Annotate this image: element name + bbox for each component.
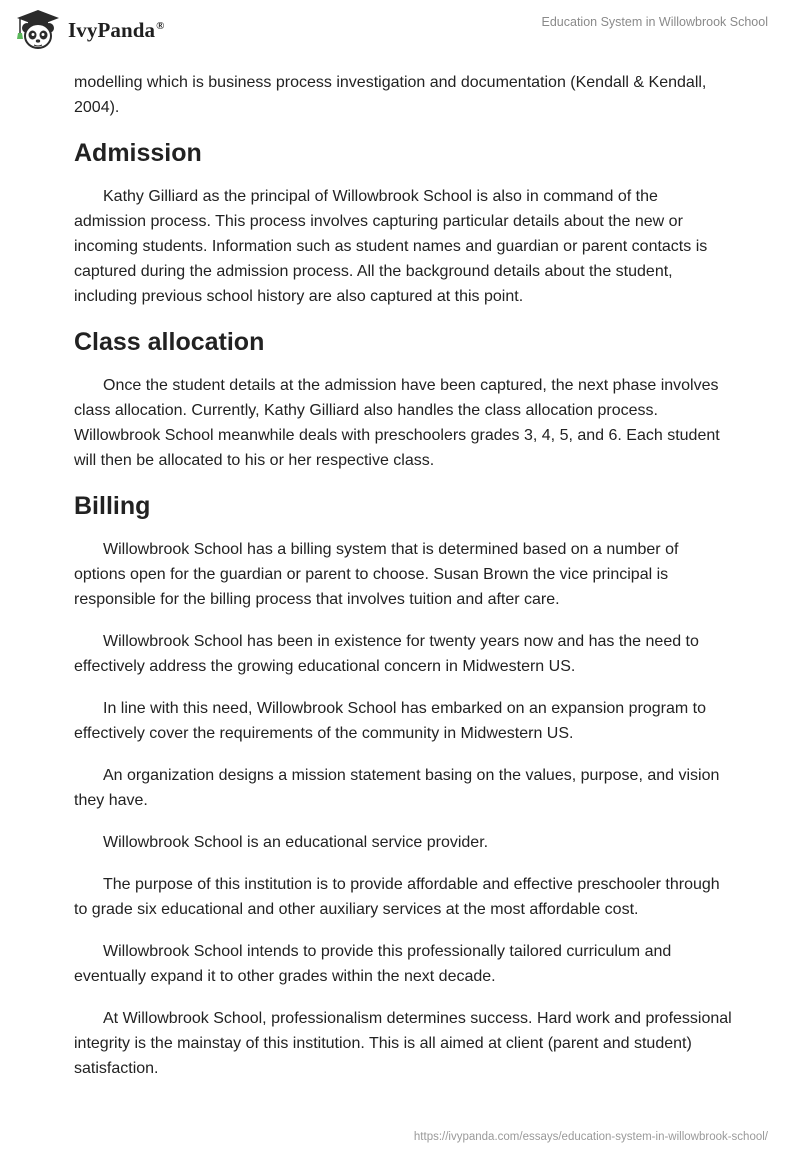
paragraph: Willowbrook School intends to provide this professionally tailored curriculum and eventually expand it to other grades within the next decade. bbox=[74, 943, 672, 985]
page-header bbox=[0, 0, 800, 60]
paragraph: The purpose of this institution is to provide affordable and effective preschooler through to grade six educational and other auxiliary services at the most affordable cost. bbox=[74, 876, 720, 918]
brand-name: IvyPanda® bbox=[68, 17, 165, 42]
document-title: Education System in Willowbrook School bbox=[541, 15, 768, 29]
paragraph: An organization designs a mission statement basing on the values, purpose, and vision they have. bbox=[74, 767, 720, 809]
paragraph: At Willowbrook School, professionalism determines success. Hard work and professional integrity is the mainstay of this institution. This is all aimed at client (parent and student) satisfaction. bbox=[74, 1010, 732, 1077]
paragraph: Kathy Gilliard as the principal of Willowbrook School is also in command of the admission process. This process involves capturing particular details about the new or incoming students. Information such as student names and guardian or parent contacts is captured during the admission process. All the background details about the student, including previous school history are also captured at this point. bbox=[74, 188, 708, 305]
article-body bbox=[74, 70, 734, 1098]
paragraph: Willowbrook School has been in existence for twenty years now and has the need to effectively address the growing educational concern in Midwestern US. bbox=[74, 633, 699, 675]
section-heading-billing: Billing bbox=[74, 492, 151, 520]
brand-logo[interactable] bbox=[14, 9, 165, 51]
paragraph: In line with this need, Willowbrook School has embarked on an expansion program to effectively cover the requirements of the community in Midwestern US. bbox=[74, 700, 706, 742]
section-heading-admission: Admission bbox=[74, 139, 202, 167]
paragraph: Willowbrook School has a billing system that is determined based on a number of options open for the guardian or parent to choose. Susan Brown the vice principal is responsible for the billing process that involves tuition and after care. bbox=[74, 541, 679, 608]
section-heading-class-allocation: Class allocation bbox=[74, 328, 265, 356]
panda-graduate-icon bbox=[14, 9, 62, 51]
intro-continued-paragraph: modelling which is business process investigation and documentation (Kendall & Kendall, 2004). bbox=[74, 74, 707, 116]
paragraph: Once the student details at the admission have been captured, the next phase involves class allocation. Currently, Kathy Gilliard also handles the class allocation process. Willowbrook School meanwhile deals with preschoolers grades 3, 4, 5, and 6. Each student will then be allocated to his or her respective class. bbox=[74, 377, 720, 469]
paragraph: Willowbrook School is an educational service provider. bbox=[103, 834, 489, 851]
source-url[interactable]: https://ivypanda.com/essays/education-system-in-willowbrook-school/ bbox=[413, 1131, 768, 1143]
